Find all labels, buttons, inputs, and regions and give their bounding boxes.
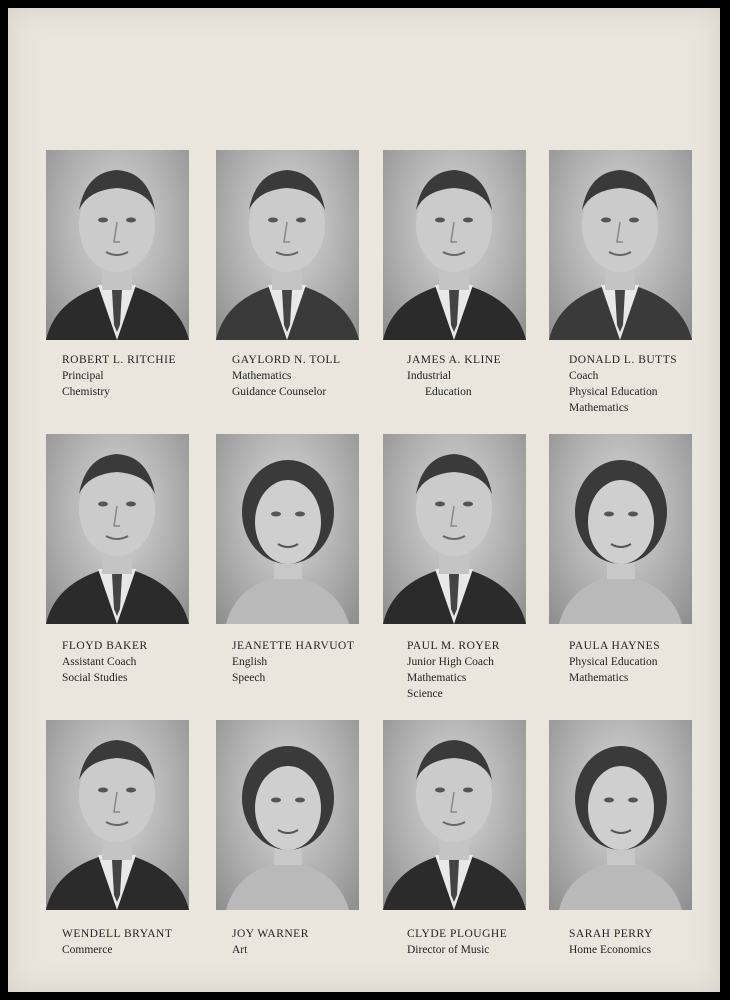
- faculty-role: English: [232, 656, 268, 668]
- faculty-name: GAYLORD N. TOLL: [232, 354, 341, 366]
- faculty-role: Director of Music: [407, 944, 490, 956]
- faculty-caption: [232, 926, 402, 958]
- faculty-role: Chemistry: [62, 386, 110, 398]
- portrait-figure: [383, 150, 526, 340]
- faculty-role: Commerce: [62, 944, 113, 956]
- faculty-role: Junior High Coach: [407, 656, 494, 668]
- faculty-caption: [569, 926, 730, 958]
- faculty-role: Physical Education: [569, 386, 658, 398]
- faculty-name: WENDELL BRYANT: [62, 928, 173, 940]
- portrait-figure: [46, 720, 189, 910]
- portrait-figure: [216, 720, 359, 910]
- faculty-role: Coach: [569, 370, 599, 382]
- faculty-photo: [216, 720, 359, 910]
- portrait-figure: [46, 434, 189, 624]
- faculty-caption: [232, 638, 402, 686]
- portrait-figure: [46, 150, 189, 340]
- faculty-role: Physical Education: [569, 656, 658, 668]
- faculty-name: PAULA HAYNES: [569, 640, 661, 652]
- portrait-figure: [549, 150, 692, 340]
- portrait-figure: [549, 720, 692, 910]
- faculty-photo: [216, 150, 359, 340]
- portrait-figure: [383, 434, 526, 624]
- faculty-caption: [569, 638, 730, 686]
- faculty-caption: [407, 926, 577, 958]
- faculty-role: Mathematics: [569, 672, 629, 684]
- faculty-role: Home Economics: [569, 944, 652, 956]
- faculty-role: Mathematics: [407, 672, 467, 684]
- faculty-name: JEANETTE HARVUOT: [232, 640, 355, 652]
- faculty-role: Social Studies: [62, 672, 128, 684]
- faculty-name: CLYDE PLOUGHE: [407, 928, 508, 940]
- faculty-caption: [407, 352, 577, 400]
- faculty-role: Speech: [232, 672, 266, 684]
- faculty-role: Mathematics: [569, 402, 629, 414]
- portrait-figure: [216, 434, 359, 624]
- faculty-role: Assistant Coach: [62, 656, 137, 668]
- faculty-photo: [549, 720, 692, 910]
- portrait-figure: [216, 150, 359, 340]
- faculty-role: Principal: [62, 370, 104, 382]
- faculty-name: JAMES A. KLINE: [407, 354, 502, 366]
- faculty-role: Education: [425, 386, 472, 398]
- faculty-role: Mathematics: [232, 370, 292, 382]
- faculty-caption: [62, 926, 232, 958]
- faculty-photo: [46, 150, 189, 340]
- faculty-caption: [62, 638, 232, 686]
- faculty-role: Art: [232, 944, 248, 956]
- faculty-caption: [232, 352, 402, 400]
- faculty-role: Industrial: [407, 370, 452, 382]
- faculty-photo: [383, 720, 526, 910]
- faculty-photo: [549, 434, 692, 624]
- faculty-photo: [46, 720, 189, 910]
- faculty-photo: [216, 434, 359, 624]
- faculty-name: PAUL M. ROYER: [407, 640, 500, 652]
- faculty-caption: [62, 352, 232, 400]
- faculty-name: DONALD L. BUTTS: [569, 354, 678, 366]
- faculty-name: SARAH PERRY: [569, 928, 653, 940]
- faculty-name: FLOYD BAKER: [62, 640, 148, 652]
- portrait-figure: [549, 434, 692, 624]
- yearbook-page: [8, 8, 720, 992]
- faculty-name: ROBERT L. RITCHIE: [62, 354, 176, 366]
- portrait-figure: [383, 720, 526, 910]
- faculty-photo: [383, 434, 526, 624]
- faculty-caption: [407, 638, 577, 702]
- faculty-role: Guidance Counselor: [232, 386, 327, 398]
- faculty-caption: [569, 352, 730, 416]
- faculty-photo: [46, 434, 189, 624]
- faculty-photo: [383, 150, 526, 340]
- faculty-role: Science: [407, 688, 443, 700]
- faculty-photo: [549, 150, 692, 340]
- faculty-name: JOY WARNER: [232, 928, 309, 940]
